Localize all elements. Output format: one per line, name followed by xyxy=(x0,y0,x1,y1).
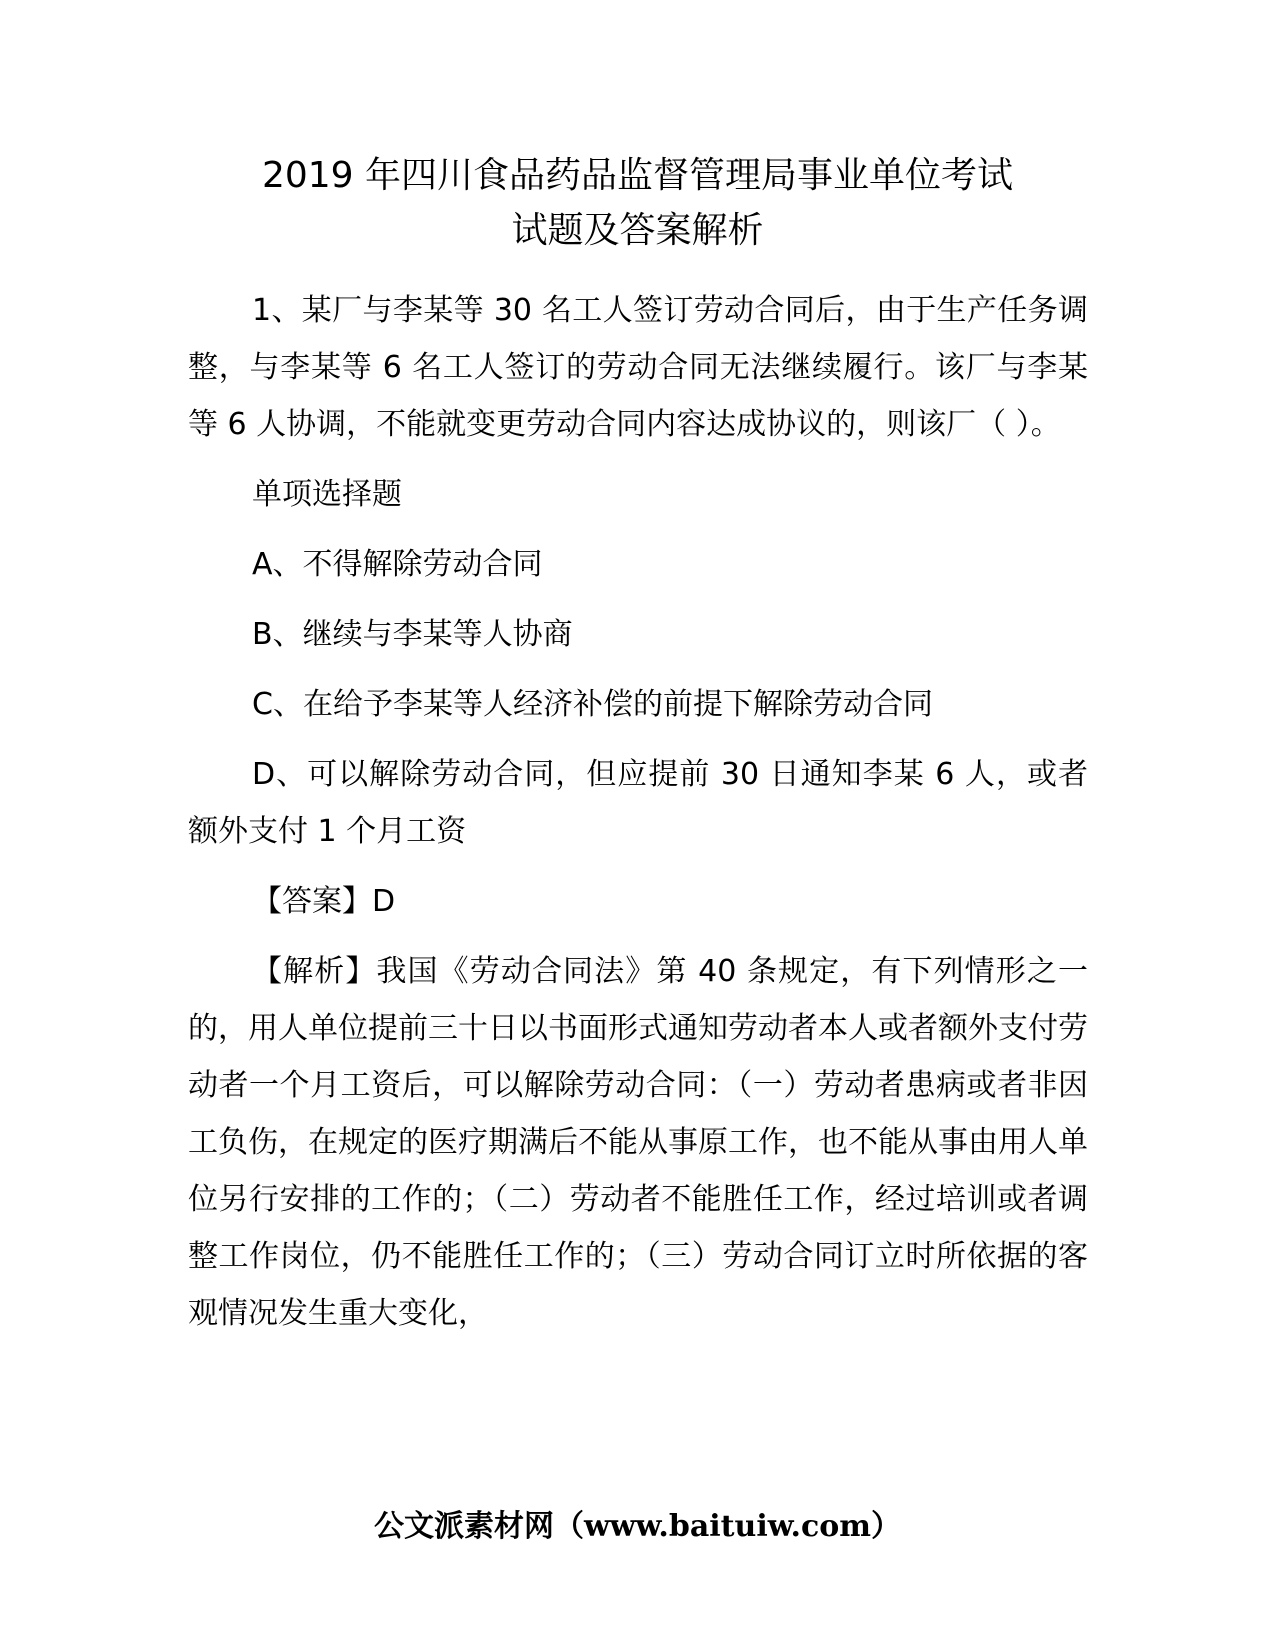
footer-source xyxy=(0,1505,1275,1549)
document-title xyxy=(150,148,1125,258)
answer: 【答案】D xyxy=(252,884,396,919)
option-b: B、继续与李某等人协商 xyxy=(252,617,573,652)
question-type: 单项选择题 xyxy=(252,477,402,512)
question-text: 1、某厂与李某等 30 名工人签订劳动合同后，由于生产任务调整，与李某等 6 名工人签订的劳动合同无法继续履行。该厂与李某等 6 人协调，不能就变更劳动合同内容达成协议的，则该厂（ ）。 xyxy=(188,293,1088,442)
document-body xyxy=(188,282,1088,1355)
option-c: C、在给予李某等人经济补偿的前提下解除劳动合同 xyxy=(252,687,933,722)
option-d: D、可以解除劳动合同，但应提前 30 日通知李某 6 人，或者额外支付 1 个月工资 xyxy=(188,757,1088,849)
footer-close: ） xyxy=(871,1509,902,1544)
analysis: 【解析】我国《劳动合同法》第 40 条规定，有下列情形之一的，用人单位提前三十日以书面形式通知劳动者本人或者额外支付劳动者一个月工资后，可以解除劳动合同：（一）劳动者患病或者非因工负伤，在规定的医疗期满后不能从事原工作，也不能从事由用人单位另行安排的工作的；（二）劳动者不能胜任工作，经过培训或者调整工作岗位，仍不能胜任工作的；（三）劳动合同订立时所依据的客观情况发生重大变化， xyxy=(188,954,1088,1331)
footer-site-name: 公文派素材网（ xyxy=(373,1509,584,1544)
title-line-1: 2019 年四川食品药品监督管理局事业单位考试 xyxy=(261,155,1014,196)
footer-url[interactable]: www.baituiw.com xyxy=(583,1509,872,1544)
title-line-2: 试题及答案解析 xyxy=(511,210,764,251)
option-a: A、不得解除劳动合同 xyxy=(252,547,543,582)
